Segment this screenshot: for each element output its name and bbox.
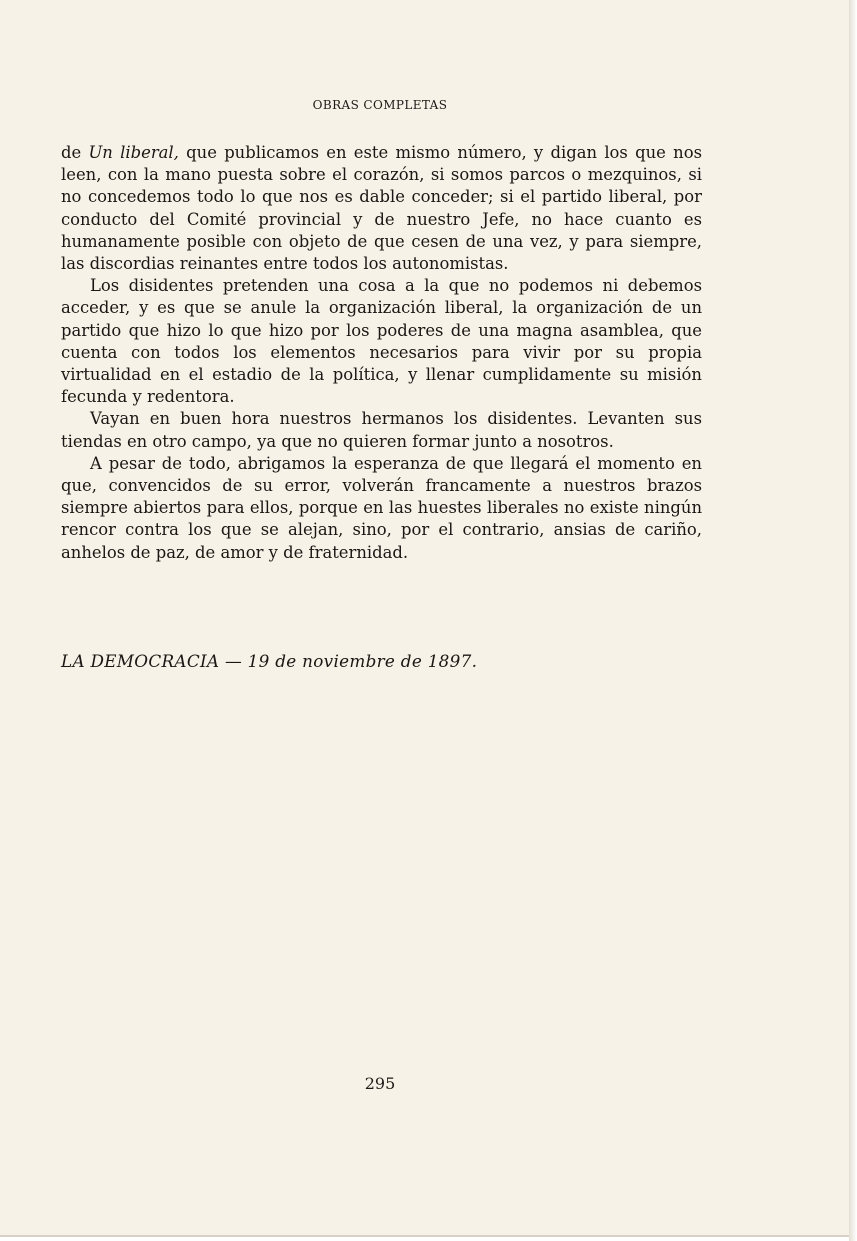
paragraph-1-italic-title: Un liberal, — [88, 143, 179, 162]
paragraph-1 — [61, 142, 702, 275]
scan-edge — [849, 0, 857, 1241]
paragraph-1-lead: de — [61, 143, 89, 162]
body-text — [61, 142, 702, 564]
page-number: 295 — [364, 1074, 396, 1093]
paragraph-4: A pesar de todo, abrigamos la esperanza de que llegará el momento en que, convencidos de su error, volverán francamente a nuestros brazos siempre abiertos para ellos, porque en las huestes liberales no existe ningún rencor contra los que se alejan, sino, por el contrario, ansias de cariño, anhelos de paz, de amor y de fraternidad. — [61, 453, 702, 562]
paragraph-3: Vayan en buen hora nuestros hermanos los disidentes. Levanten sus tiendas en otro campo, ya que no quieren formar junto a nosotros. — [61, 409, 702, 451]
source-signature: LA DEMOCRACIA — 19 de noviembre de 1897. — [61, 651, 478, 671]
paragraph-2: Los disidentes pretenden una cosa a la que no podemos ni debemos acceder, y es que se anule la organización liberal, la organización de un partido que hizo lo que hizo por los poderes de una magna asamblea, que cuenta con todos los elementos necesarios para vivir por su propia virtualidad en el estadio de la política, y llenar cumplidamente su misión fecunda y redentora. — [61, 276, 702, 407]
running-header: OBRAS COMPLETAS — [312, 98, 448, 112]
paragraph-1-rest: que publicamos en este mismo número, y digan los que nos leen, con la mano puesta sobre el corazón, si somos parcos o mezquinos, si no concedemos todo lo que nos es dable conceder; si el partido liberal, por conducto del Comité provincial y de nuestro Jefe, no hace cuanto es humanamente posible con objeto de que cesen de una vez, y para siempre, las discordias reinantes entre todos los autonomistas. — [61, 143, 702, 274]
